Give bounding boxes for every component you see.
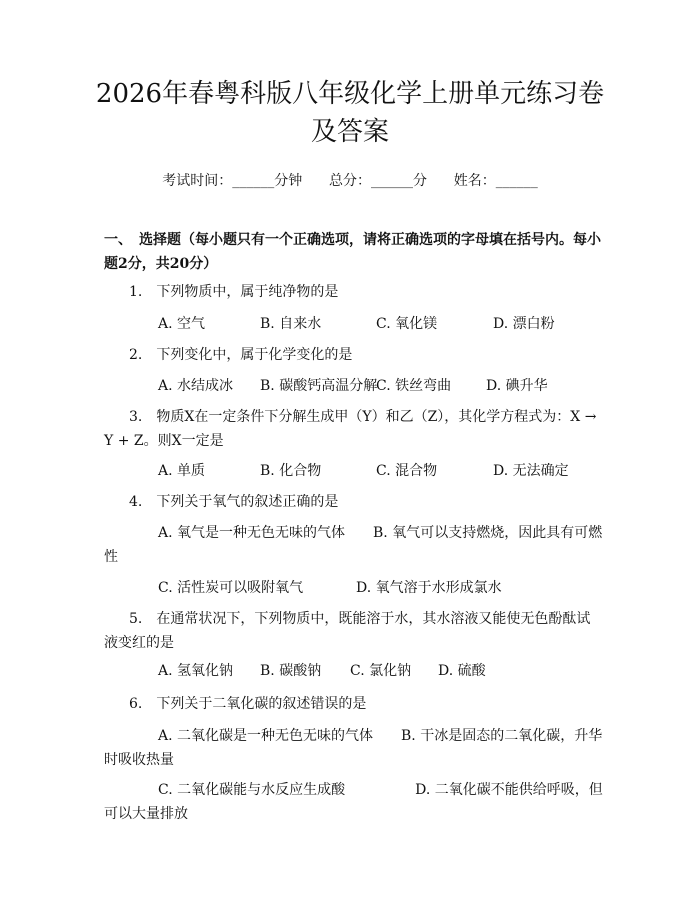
question-2: 2. 下列变化中，属于化学变化的是 xyxy=(129,347,353,363)
exam-score: 总分：______分 xyxy=(329,173,427,189)
title-line-2: 及答案 xyxy=(310,117,389,147)
option-a: A. 单质 xyxy=(158,463,206,479)
option-a: A. 氢氧化钠 xyxy=(158,663,234,679)
option-b: B. 干冰是固态的二氧化碳，升华时吸收热量 xyxy=(104,728,603,768)
option-a: A. 空气 xyxy=(158,316,206,332)
option-c: C. 氯化钠 xyxy=(350,663,412,679)
option-a: A. 氧气是一种无色无味的气体 xyxy=(158,525,346,541)
option-d: D. 硫酸 xyxy=(438,663,486,679)
question-6-options-row2 xyxy=(104,778,604,826)
option-b: B. 化合物 xyxy=(260,463,322,479)
option-d: D. 无法确定 xyxy=(493,463,569,479)
question-4: 4. 下列关于氧气的叙述正确的是 xyxy=(129,494,339,510)
question-6-options-row1 xyxy=(104,724,604,772)
option-c: C. 铁丝弯曲 xyxy=(376,378,452,394)
option-a: A. 二氧化碳是一种无色无味的气体 xyxy=(158,728,374,744)
option-a: A. 水结成冰 xyxy=(158,378,234,394)
option-d: D. 氧气溶于水形成氯水 xyxy=(356,580,502,596)
question-5: 5. 在通常状况下，下列物质中，既能溶于水，其水溶液又能使无色酚酞试液变红的是 xyxy=(104,611,591,651)
title-line-1: 2026年春粤科版八年级化学上册单元练习卷 xyxy=(95,79,605,109)
option-b: B. 碳酸钠 xyxy=(260,663,322,679)
option-d: D. 碘升华 xyxy=(486,378,548,394)
option-d: D. 二氧化碳不能供给呼吸，但可以大量排放 xyxy=(104,782,603,822)
option-d: D. 漂白粉 xyxy=(493,316,555,332)
option-b: B. 自来水 xyxy=(260,316,322,332)
option-b: B. 氧气可以支持燃烧，因此具有可燃性 xyxy=(104,525,603,565)
section-heading: 一、 选择题（每小题只有一个正确选项，请将正确选项的字母填在括号内。每小题2分，共20分） xyxy=(104,232,601,272)
option-c: C. 二氧化碳能与水反应生成酸 xyxy=(158,782,346,798)
question-3: 3. 物质X在一定条件下分解生成甲（Y）和乙（Z），其化学方程式为：X → Y + Z。则X一定是 xyxy=(104,409,597,449)
exam-info xyxy=(0,170,700,190)
option-c: C. 活性炭可以吸附氧气 xyxy=(158,580,304,596)
question-1: 1. 下列物质中，属于纯净物的是 xyxy=(129,284,339,300)
exam-name: 姓名：______ xyxy=(453,173,538,189)
option-c: C. 氧化镁 xyxy=(376,316,438,332)
doc-title xyxy=(60,75,640,151)
question-4-options-row1 xyxy=(104,521,604,569)
option-b: B. 碳酸钙高温分解 xyxy=(260,378,378,394)
exam-time: 考试时间：______分钟 xyxy=(162,173,303,189)
question-6: 6. 下列关于二氧化碳的叙述错误的是 xyxy=(129,696,367,712)
option-c: C. 混合物 xyxy=(376,463,438,479)
